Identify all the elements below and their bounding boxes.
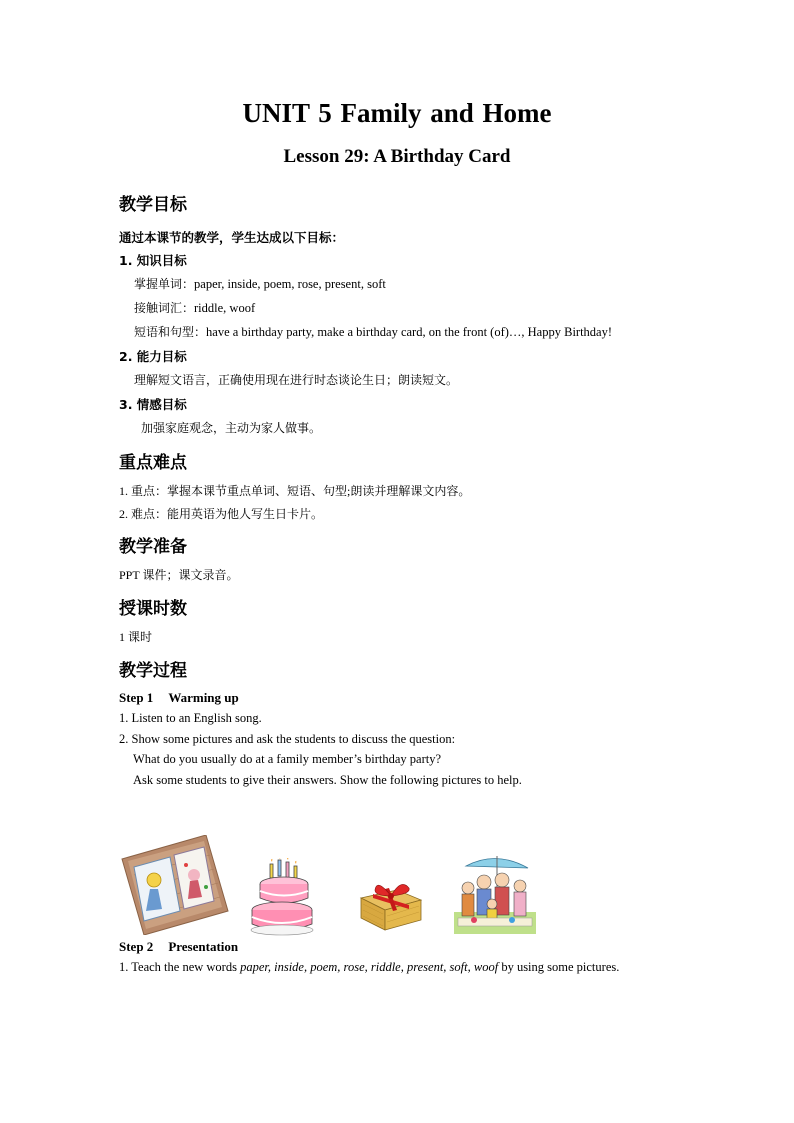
family-party-picture	[452, 850, 538, 936]
words-line	[134, 275, 386, 292]
words-list: paper, inside, poem, rose, present, soft	[194, 277, 386, 291]
ability-heading: 2. 能力目标	[119, 349, 187, 364]
words-label: 掌握单词：	[134, 277, 195, 291]
step2-line1-suffix: by using some pictures.	[498, 960, 620, 974]
lesson-title: Lesson 29: A Birthday Card	[283, 146, 511, 167]
step2-heading	[119, 939, 238, 955]
birthday-cake-picture	[250, 858, 314, 938]
step1-title: Warming up	[168, 690, 239, 705]
step2-label: Step 2	[119, 939, 154, 954]
step1-line1: 1. Listen to an English song.	[119, 711, 262, 725]
knowledge-heading: 1. 知识目标	[119, 253, 187, 268]
key-point-2: 2. 难点：能用英语为他人写生日卡片。	[119, 507, 324, 521]
phrases-line	[134, 323, 612, 340]
objectives-heading: 教学目标	[119, 195, 187, 215]
key-points-heading: 重点难点	[119, 453, 187, 473]
step2-new-words: paper, inside, poem, rose, riddle, present, soft, woof	[240, 960, 499, 974]
step1-line4: Ask some students to give their answers. Show the following pictures to help.	[133, 773, 522, 787]
page-title: UNIT 5 Family and Home	[242, 98, 552, 128]
contact-list: riddle, woof	[194, 301, 256, 315]
step1-line2: 2. Show some pictures and ask the students to discuss the question:	[119, 732, 456, 746]
step1-line3: What do you usually do at a family member’s birthday party?	[133, 752, 442, 766]
key-point-1: 1. 重点：掌握本课节重点单词、短语、句型;朗读并理解课文内容。	[119, 484, 471, 498]
step1-label: Step 1	[119, 690, 154, 705]
step2-title: Presentation	[168, 939, 239, 954]
phrases-list: have a birthday party, make a birthday card, on the front (of)…, Happy Birthday!	[206, 325, 613, 339]
hours-heading: 授课时数	[119, 599, 187, 619]
process-heading: 教学过程	[119, 661, 187, 681]
preparation-text: PPT 课件；课文录音。	[119, 568, 239, 582]
birthday-card-picture	[120, 835, 230, 935]
step1-heading	[119, 690, 239, 706]
emotion-text: 加强家庭观念，主动为家人做事。	[141, 421, 322, 435]
hours-text: 1 课时	[119, 630, 153, 644]
preparation-heading: 教学准备	[119, 537, 187, 557]
gift-box-picture	[357, 876, 425, 932]
step2-line1	[119, 960, 619, 975]
phrases-label: 短语和句型：	[134, 325, 207, 339]
objectives-intro: 通过本课节的教学，学生达成以下目标：	[119, 230, 345, 245]
step2-line1-prefix: 1. Teach the new words	[119, 960, 241, 974]
contact-label: 接触词汇：	[134, 301, 195, 315]
ability-text: 理解短文语言，正确使用现在进行时态谈论生日；朗读短文。	[134, 373, 459, 387]
contact-line	[134, 299, 255, 316]
emotion-heading: 3. 情感目标	[119, 397, 187, 412]
